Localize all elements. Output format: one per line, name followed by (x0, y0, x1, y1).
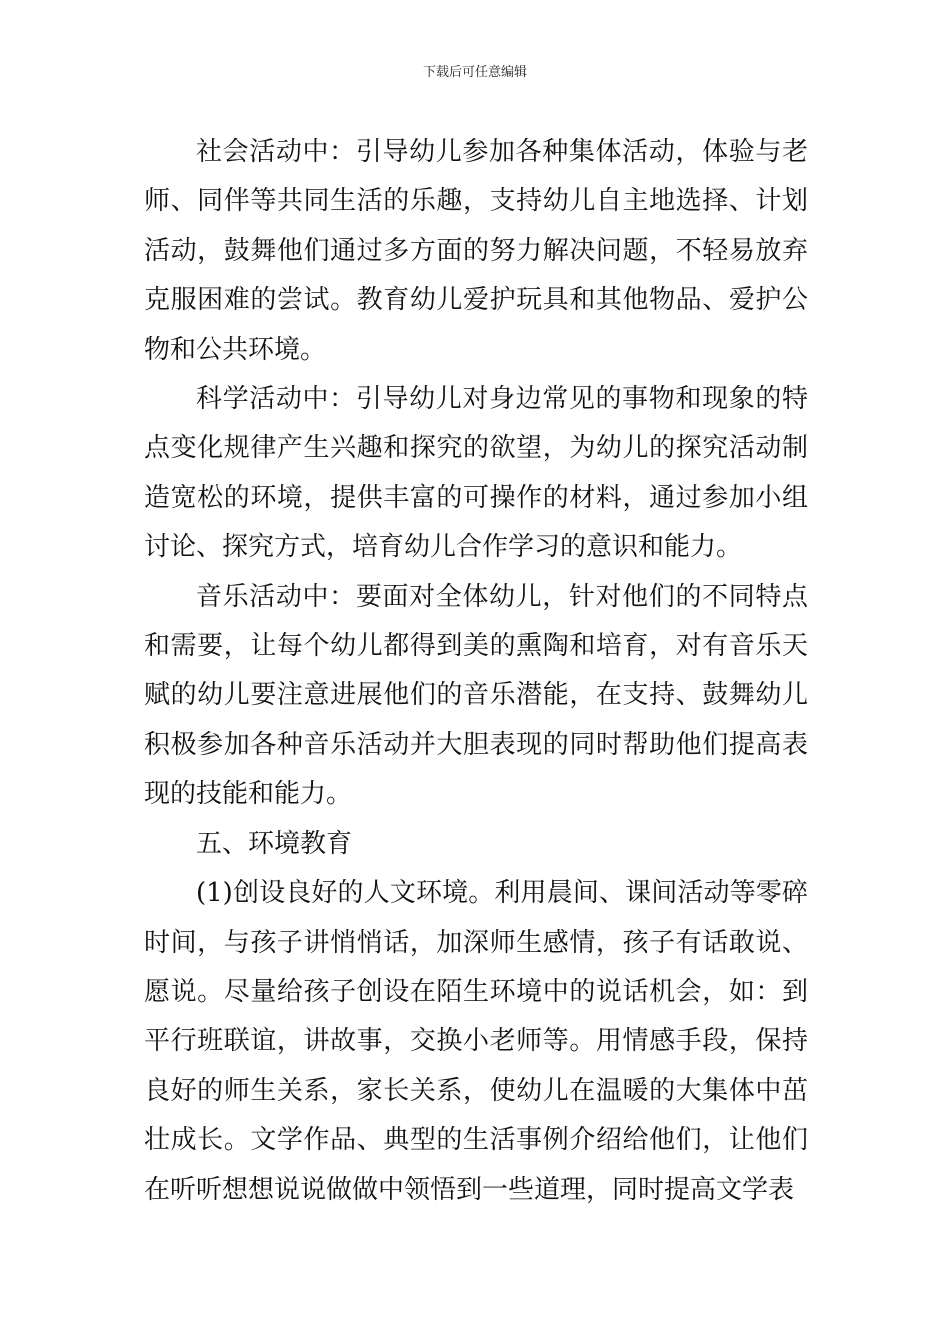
paragraph-music-activity: 音乐活动中：要面对全体幼儿，针对他们的不同特点和需要，让每个幼儿都得到美的熏陶和培育，对有音乐天赋的幼儿要注意进展他们的音乐潜能，在支持、鼓舞幼儿积极参加各种音乐活动并大胆表现的同时帮助他们提高表现的技能和能力。 (144, 581, 808, 810)
section-heading-environment-education: 五、环境教育 (196, 828, 353, 859)
paragraph-science-activity: 科学活动中：引导幼儿对身边常见的事物和现象的特点变化规律产生兴趣和探究的欲望，为幼儿的探究活动制造宽松的环境，提供丰富的可操作的材料，通过参加小组讨论、探究方式，培育幼儿合作学习的意识和能力。 (144, 384, 808, 563)
paragraph-humanistic-environment: (1)创设良好的人文环境。利用晨间、课间活动等零碎时间，与孩子讲悄悄话，加深师生感情，孩子有话敢说、愿说。尽量给孩子创设在陌生环境中的说话机会，如：到平行班联谊，讲故事，交换小老师等。用情感手段，保持良好的师生关系，家长关系，使幼儿在温暖的大集体中茁壮成长。文学作品、典型的生活事例介绍给他们，让他们在听听想想说说做做中领悟到一些道理，同时提高文学表 (144, 878, 808, 1205)
page-header: 下载后可任意编辑 (422, 65, 527, 80)
paragraph-social-activity: 社会活动中：引导幼儿参加各种集体活动，体验与老师、同伴等共同生活的乐趣，支持幼儿自主地选择、计划活动，鼓舞他们通过多方面的努力解决问题，不轻易放弃克服困难的尝试。教育幼儿爱护玩具和其他物品、爱护公物和公共环境。 (144, 137, 808, 365)
document-body (144, 128, 808, 1215)
